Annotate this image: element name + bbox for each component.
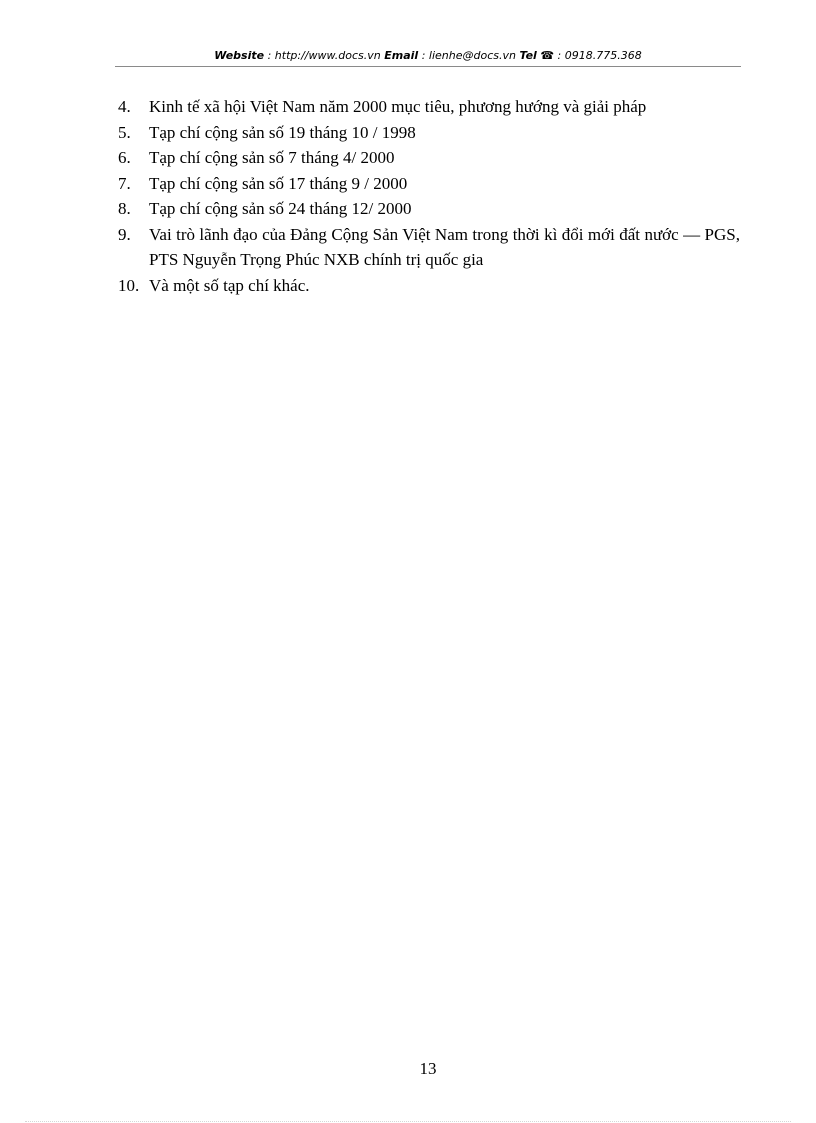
website-value: : http://www.docs.vn [264,49,385,62]
list-item-number: 6. [118,148,131,167]
list-item-text: Và một số tạp chí khác. [149,275,310,295]
telephone-icon: ☎ [540,49,555,62]
email-value: : lienhe@docs.vn [418,49,520,62]
page-header [115,47,741,65]
tel-label: Tel [519,49,537,62]
list-item [118,94,740,120]
list-item-number: 8. [118,199,131,218]
list-item-number: 4. [118,97,131,116]
page-number: 13 [419,1059,437,1078]
list-item [118,145,740,171]
list-item [118,120,740,146]
list-item-text: Kinh tế xã hội Việt Nam năm 2000 mục tiêu, phương hướng và giải pháp [149,97,647,116]
list-item [118,196,740,222]
tel-value: : 0918.775.368 [554,49,642,62]
email-label: Email [384,49,419,62]
list-item [118,273,740,299]
header-rule [115,66,741,67]
list-item-text: Tạp chí cộng sản số 19 tháng 10 / 1998 [149,122,416,142]
list-item-number: 10. [118,275,140,295]
list-item [118,222,740,273]
website-label: Website [214,49,265,62]
footer-divider [25,1121,791,1122]
list-item [118,171,740,197]
list-item-text: Vai trò lãnh đạo của Đảng Cộng Sản Việt Nam trong thời kì đổi mới đất nước — PGS, PTS Nguyễn Trọng Phúc NXB chính trị quốc gia [149,224,740,269]
list-item-number: 9. [118,224,131,244]
list-item-number: 7. [118,173,131,193]
list-item-text: Tạp chí cộng sản số 17 tháng 9 / 2000 [149,173,408,193]
reference-list [118,94,740,298]
list-item-text: Tạp chí cộng sản số 7 tháng 4/ 2000 [149,148,395,167]
list-item-text: Tạp chí cộng sản số 24 tháng 12/ 2000 [149,199,412,218]
list-item-number: 5. [118,122,131,142]
